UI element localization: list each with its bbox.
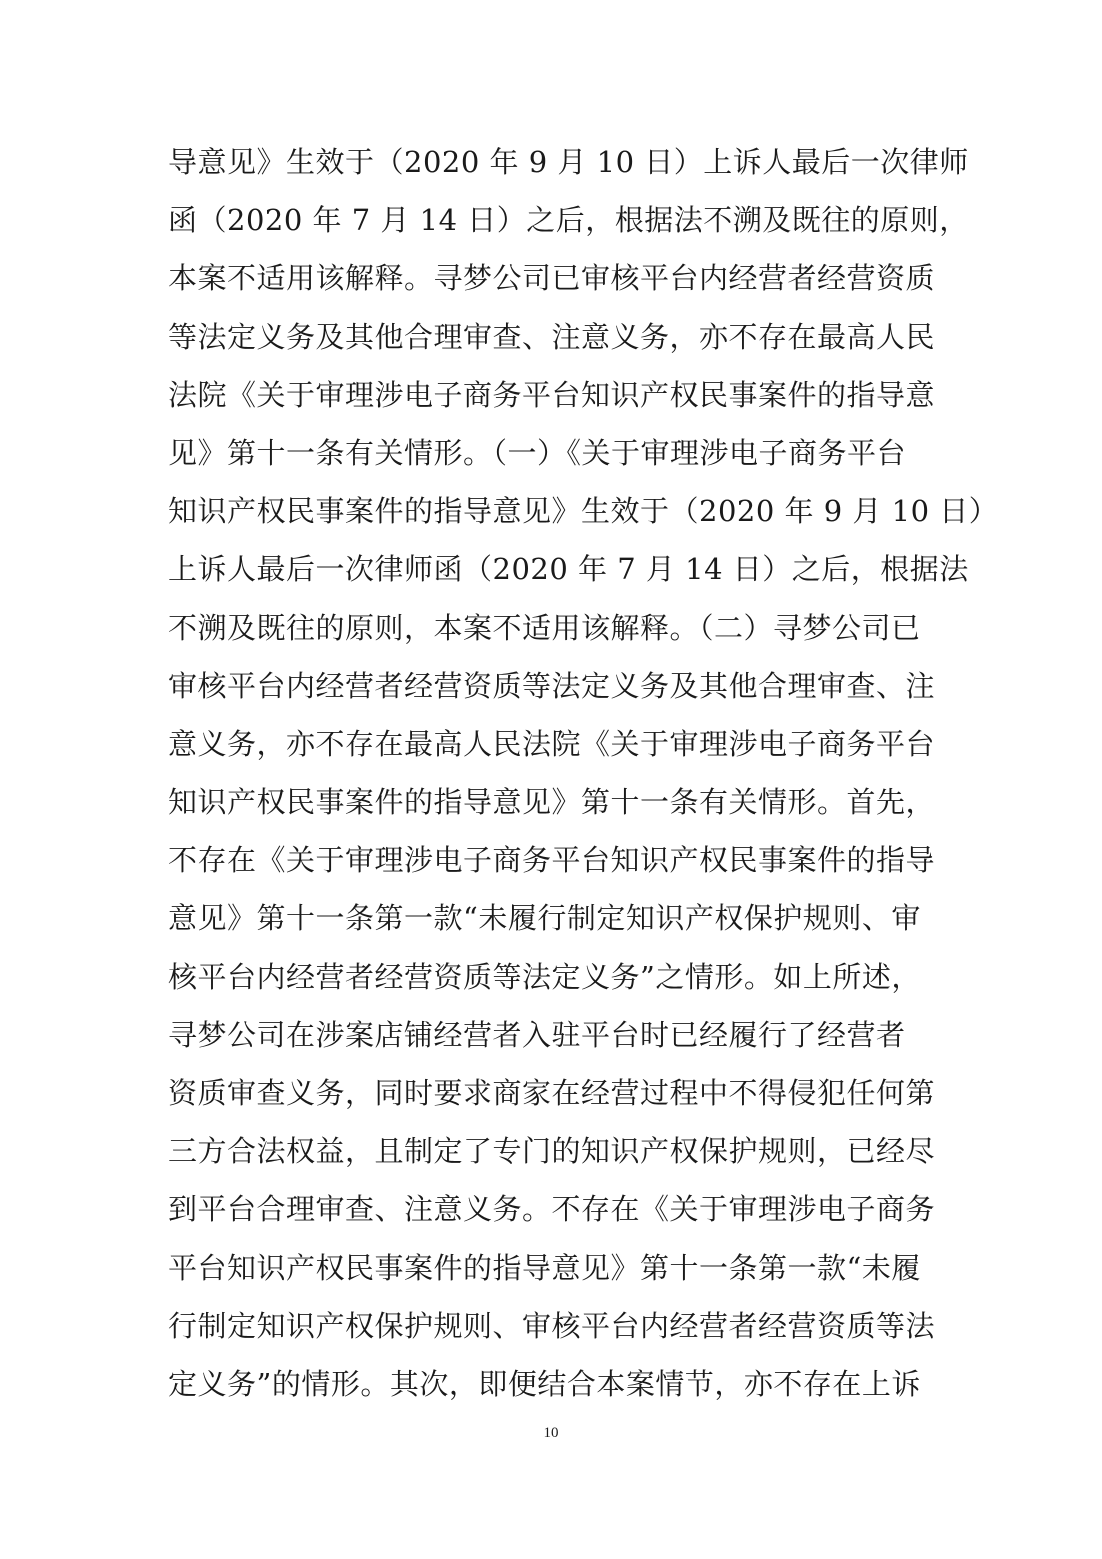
text-line: 知识产权民事案件的指导意见》生效于（2020 年 9 月 10 日） <box>168 494 999 529</box>
text-line: 本案不适用该解释。寻梦公司已审核平台内经营者经营资质 <box>168 261 936 296</box>
text-line: 函（2020 年 7 月 14 日）之后，根据法不溯及既往的原则， <box>168 203 969 238</box>
text-line: 意见》第十一条第一款“未履行制定知识产权保护规则、审 <box>168 901 921 936</box>
text-line: 平台知识产权民事案件的指导意见》第十一条第一款“未履 <box>168 1250 921 1285</box>
text-line: 行制定知识产权保护规则、审核平台内经营者经营资质等法 <box>168 1308 936 1343</box>
text-line: 审核平台内经营者经营资质等法定义务及其他合理审查、注 <box>168 668 936 703</box>
text-line: 等法定义务及其他合理审查、注意义务，亦不存在最高人民 <box>168 319 936 354</box>
text-line: 不存在《关于审理涉电子商务平台知识产权民事案件的指导 <box>168 843 936 878</box>
text-line: 上诉人最后一次律师函（2020 年 7 月 14 日）之后，根据法 <box>168 552 969 587</box>
page-number: 10 <box>543 1425 559 1441</box>
text-line: 见》第十一条有关情形。（一）《关于审理涉电子商务平台 <box>168 435 907 470</box>
body-text <box>168 133 999 1413</box>
text-line: 法院《关于审理涉电子商务平台知识产权民事案件的指导意 <box>168 377 936 412</box>
text-line: 知识产权民事案件的指导意见》第十一条有关情形。首先， <box>168 785 936 820</box>
text-line: 导意见》生效于（2020 年 9 月 10 日）上诉人最后一次律师 <box>168 145 969 179</box>
text-line: 资质审查义务，同时要求商家在经营过程中不得侵犯任何第 <box>168 1076 936 1110</box>
text-line: 到平台合理审查、注意义务。不存在《关于审理涉电子商务 <box>168 1192 936 1227</box>
text-line: 定义务”的情形。其次，即便结合本案情节，亦不存在上诉 <box>168 1366 921 1401</box>
text-line: 不溯及既往的原则，本案不适用该解释。（二）寻梦公司已 <box>168 610 921 645</box>
text-line: 寻梦公司在涉案店铺经营者入驻平台时已经履行了经营者 <box>168 1017 906 1052</box>
text-line: 意义务，亦不存在最高人民法院《关于审理涉电子商务平台 <box>168 726 936 761</box>
text-line: 核平台内经营者经营资质等法定义务”之情形。如上所述， <box>168 959 921 994</box>
text-line: 三方合法权益，且制定了专门的知识产权保护规则，已经尽 <box>168 1134 936 1169</box>
